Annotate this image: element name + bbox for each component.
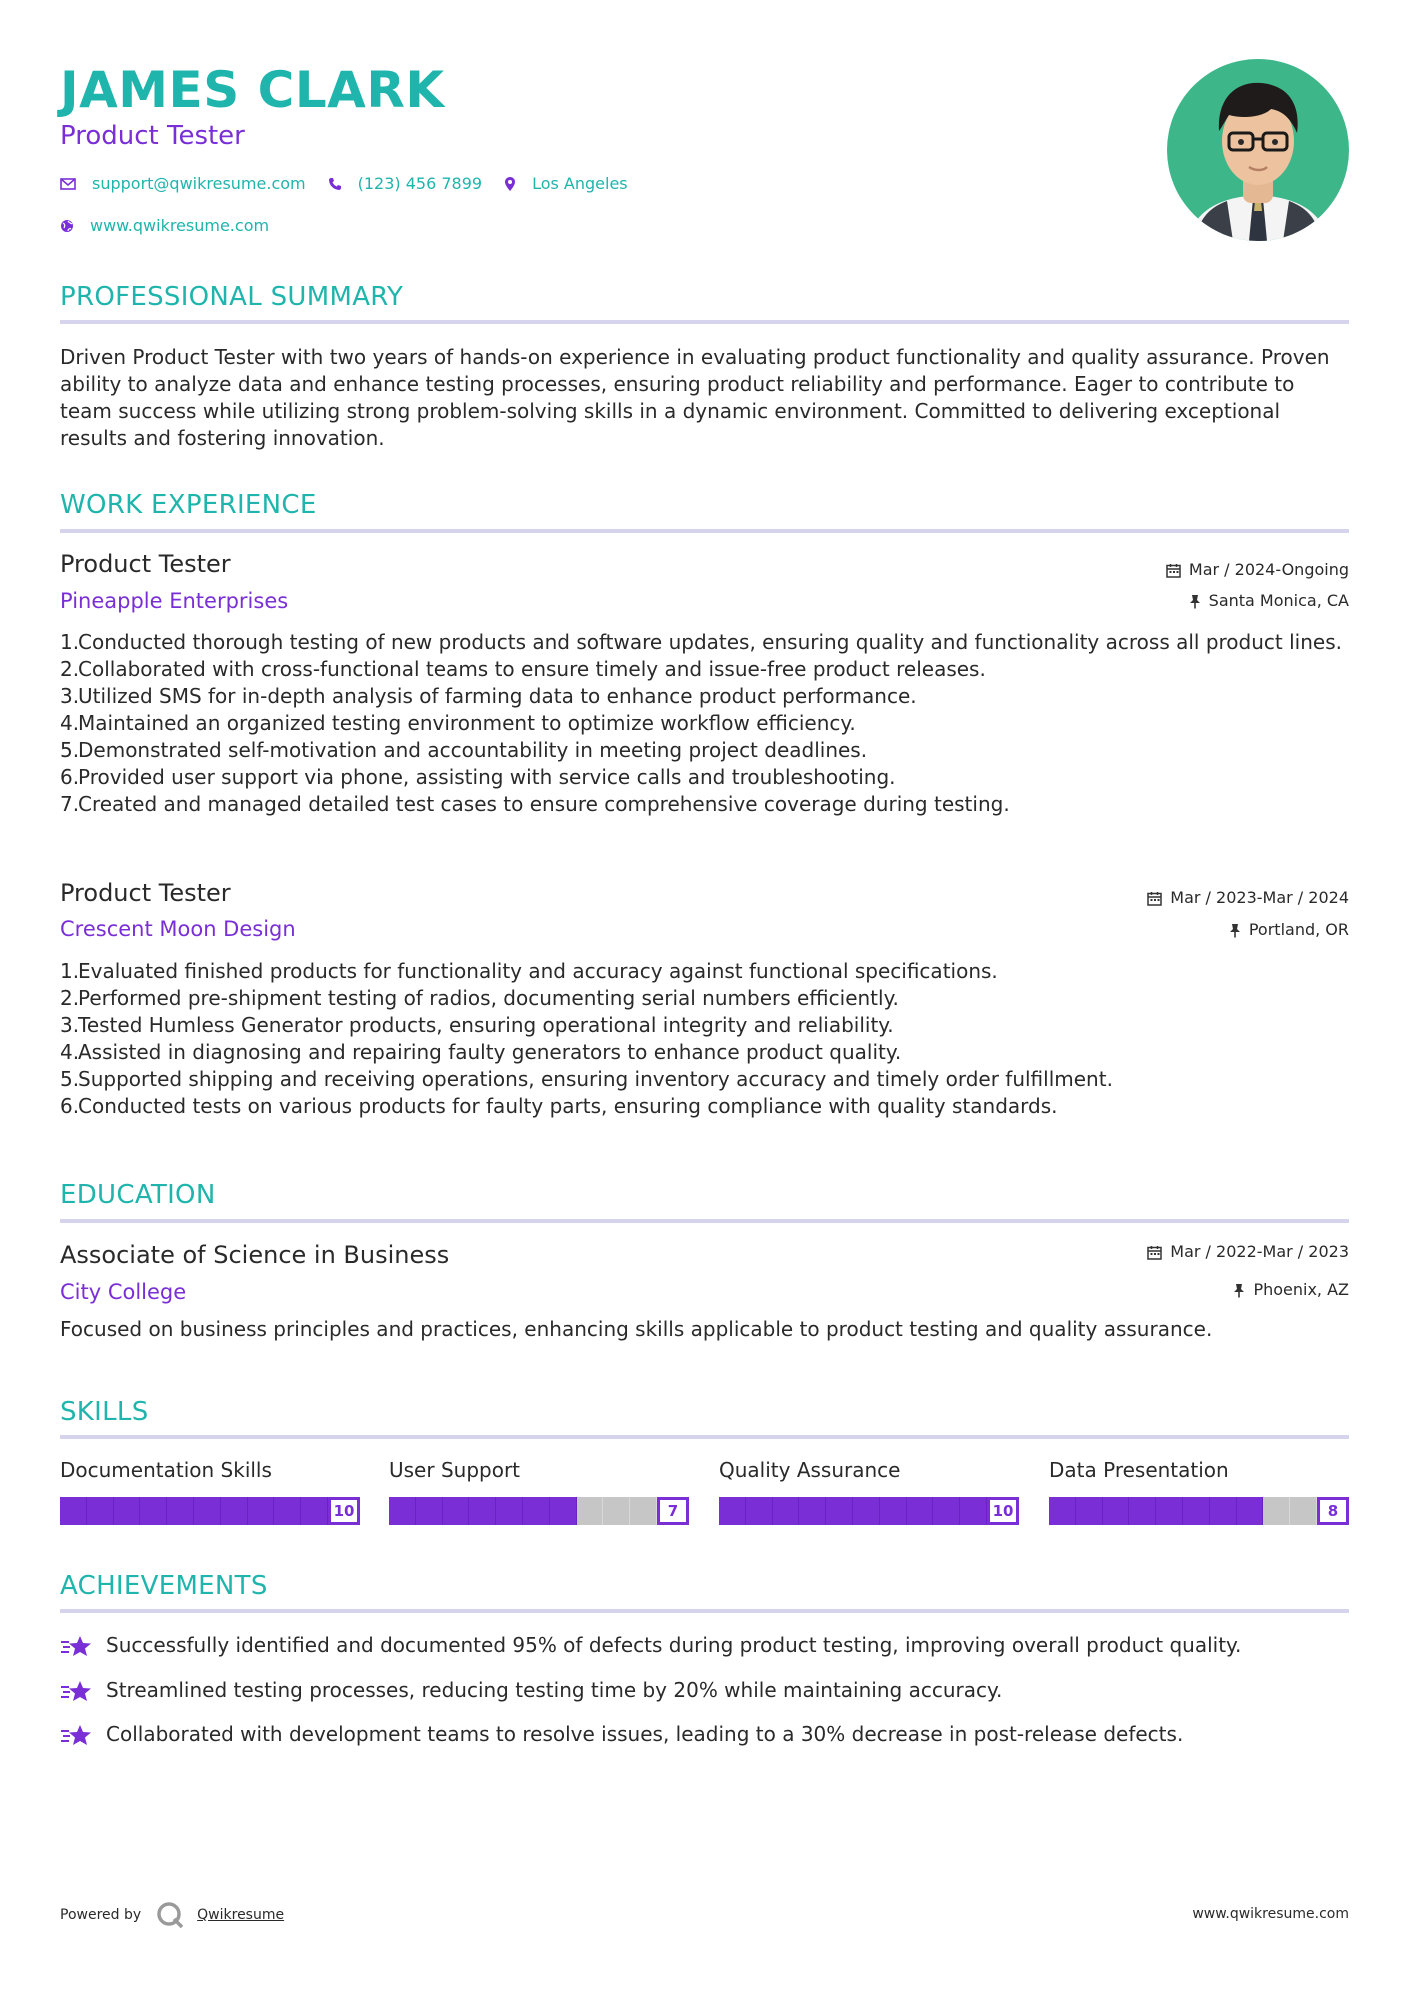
skill-bar-segments	[719, 1497, 1019, 1525]
skill-bar-segment	[1076, 1497, 1103, 1525]
achievement-item	[60, 1721, 1183, 1748]
skill-bar-segment	[167, 1497, 194, 1525]
skill-bar-segment	[799, 1497, 826, 1525]
section-title-skills: SKILLS	[60, 1397, 149, 1427]
calendar-icon	[1166, 563, 1181, 578]
job-dates	[1166, 559, 1349, 581]
education-location-text: Phoenix, AZ	[1253, 1280, 1349, 1299]
skill-name: Quality Assurance	[719, 1458, 901, 1482]
footer-powered-by	[60, 1900, 284, 1930]
skill-bar-segment	[1210, 1497, 1237, 1525]
skill-bar-segment	[221, 1497, 248, 1525]
list-item: Provided user support via phone, assisting with service calls and troubleshooting.	[78, 765, 896, 789]
list-item: Evaluated finished products for functionality and accuracy against functional specifications.	[78, 959, 998, 983]
job-dates-text: Mar / 2024-Ongoing	[1188, 560, 1349, 579]
skill-bar-segments	[1049, 1497, 1349, 1525]
achievement-text: Streamlined testing processes, reducing testing time by 20% while maintaining accuracy.	[106, 1678, 1003, 1702]
list-item: Created and managed detailed test cases to ensure comprehensive coverage during testing.	[78, 792, 1010, 816]
section-divider	[60, 1435, 1349, 1439]
skill-item	[719, 1457, 1019, 1525]
qwikresume-logo-icon	[155, 1900, 185, 1930]
list-item: Conducted thorough testing of new products and software updates, ensuring quality and functionality across all product lines.	[78, 630, 1342, 654]
skill-bar-segment	[1049, 1497, 1076, 1525]
skill-bar-segment	[746, 1497, 773, 1525]
skill-bar-segment	[1183, 1497, 1210, 1525]
list-item: Maintained an organized testing environment to optimize workflow efficiency.	[78, 711, 856, 735]
skill-bar-segment	[274, 1497, 301, 1525]
skill-bar-segment	[603, 1497, 630, 1525]
job-location-text: Portland, OR	[1248, 920, 1349, 939]
skill-bar-segment	[523, 1497, 550, 1525]
candidate-role: Product Tester	[60, 121, 245, 151]
skill-bar-segment	[389, 1497, 416, 1525]
envelope-icon	[60, 178, 76, 190]
location-text: Los Angeles	[532, 174, 628, 193]
skill-bar-segment	[933, 1497, 960, 1525]
list-item: Demonstrated self-motivation and accountability in meeting project deadlines.	[78, 738, 868, 762]
pushpin-icon	[1189, 594, 1201, 609]
list-item: Assisted in diagnosing and repairing faulty generators to enhance product quality.	[78, 1040, 902, 1064]
company-name: Pineapple Enterprises	[60, 589, 289, 613]
phone-icon	[328, 177, 342, 191]
job-location	[1229, 919, 1349, 941]
job-title: Product Tester	[60, 879, 231, 907]
skill-bar-segment	[443, 1497, 470, 1525]
skill-bar-segment	[880, 1497, 907, 1525]
skill-score: 8	[1317, 1497, 1349, 1525]
job-location	[1189, 590, 1349, 612]
skill-bar-segment	[469, 1497, 496, 1525]
brand-link[interactable]: Qwikresume	[197, 1907, 285, 1923]
skill-bar-segment	[853, 1497, 880, 1525]
school-name: City College	[60, 1280, 187, 1304]
calendar-icon	[1147, 1245, 1162, 1260]
profile-photo	[1167, 59, 1349, 241]
skill-score: 7	[657, 1497, 689, 1525]
list-item: Utilized SMS for in-depth analysis of farming data to enhance product performance.	[78, 684, 917, 708]
skill-bar	[719, 1497, 1019, 1525]
section-divider	[60, 320, 1349, 324]
section-divider	[60, 1219, 1349, 1223]
skill-name: Data Presentation	[1049, 1458, 1229, 1482]
skill-bar-segment	[1156, 1497, 1183, 1525]
skill-score: 10	[987, 1497, 1019, 1525]
skill-bar-segment	[114, 1497, 141, 1525]
job-dates-text: Mar / 2023-Mar / 2024	[1170, 888, 1349, 907]
skill-bar-segment	[577, 1497, 604, 1525]
list-item: Performed pre-shipment testing of radios, documenting serial numbers efficiently.	[78, 986, 899, 1010]
education-dates	[1147, 1241, 1349, 1263]
website-text: www.qwikresume.com	[90, 216, 270, 235]
star-icon	[60, 1634, 92, 1658]
phone-text: (123) 456 7899	[357, 174, 483, 193]
contact-phone[interactable]	[328, 173, 482, 195]
job-title: Product Tester	[60, 550, 231, 578]
skill-name: User Support	[389, 1458, 521, 1482]
skill-bar-segment	[630, 1497, 657, 1525]
job-dates	[1147, 887, 1349, 909]
footer-site[interactable]: www.qwikresume.com	[1192, 1906, 1349, 1922]
star-icon	[60, 1679, 92, 1703]
achievement-text: Successfully identified and documented 95% of defects during product testing, improving overall product quality.	[106, 1633, 1242, 1657]
contact-row	[60, 173, 650, 195]
achievement-text: Collaborated with development teams to resolve issues, leading to a 30% decrease in post-release defects.	[106, 1722, 1184, 1746]
skill-bar-segment	[1290, 1497, 1317, 1525]
section-title-achievements: ACHIEVEMENTS	[60, 1571, 268, 1601]
skill-bar-segment	[1129, 1497, 1156, 1525]
company-name: Crescent Moon Design	[60, 917, 296, 941]
skill-bar-segment	[496, 1497, 523, 1525]
degree-title: Associate of Science in Business	[60, 1241, 450, 1269]
skill-bar-segment	[1103, 1497, 1130, 1525]
section-title-education: EDUCATION	[60, 1180, 216, 1210]
skill-bar	[1049, 1497, 1349, 1525]
skill-bar-segment	[194, 1497, 221, 1525]
achievement-item	[60, 1632, 1241, 1659]
achievement-item	[60, 1677, 1002, 1704]
powered-by-text: Powered by	[60, 1907, 142, 1923]
skill-bar-segment	[907, 1497, 934, 1525]
skill-bar-segment	[416, 1497, 443, 1525]
skill-item	[1049, 1457, 1349, 1525]
contact-email[interactable]	[60, 173, 306, 195]
summary-text: Driven Product Tester with two years of hands-on experience in evaluating product functionality and quality assurance. Proven ability to analyze data and enhance testing processes, ensuring product reliability and performance. Eager to contribute to team success while utilizing strong problem-solving skills in a dynamic environment. Committed to delivering exceptional results and fostering innovation.	[60, 345, 1330, 450]
skill-bar-segment	[719, 1497, 746, 1525]
skill-bar-segment	[550, 1497, 577, 1525]
skill-name: Documentation Skills	[60, 1458, 272, 1482]
skill-bar-segment	[60, 1497, 87, 1525]
skill-bar-segment	[248, 1497, 275, 1525]
skill-bar-segments	[389, 1497, 689, 1525]
skill-bar-segment	[773, 1497, 800, 1525]
section-divider	[60, 529, 1349, 533]
section-title-experience: WORK EXPERIENCE	[60, 490, 317, 520]
skill-bar-segment	[140, 1497, 167, 1525]
list-item: Supported shipping and receiving operations, ensuring inventory accuracy and timely order fulfillment.	[78, 1067, 1113, 1091]
contact-row-2	[60, 215, 291, 237]
list-item: Conducted tests on various products for faulty parts, ensuring compliance with quality standards.	[78, 1094, 1058, 1118]
job-location-text: Santa Monica, CA	[1208, 591, 1349, 610]
skill-item	[389, 1457, 689, 1525]
skill-bar-segments	[60, 1497, 360, 1525]
skill-bar	[60, 1497, 360, 1525]
education-dates-text: Mar / 2022-Mar / 2023	[1170, 1242, 1349, 1261]
contact-location	[504, 173, 628, 195]
contact-website[interactable]	[60, 215, 269, 237]
candidate-name: JAMES CLARK	[60, 61, 445, 119]
education-description: Focused on business principles and practices, enhancing skills applicable to product testing and quality assurance.	[60, 1317, 1213, 1341]
skill-score: 10	[328, 1497, 360, 1525]
map-pin-icon	[504, 176, 516, 192]
skill-bar-segment	[1263, 1497, 1290, 1525]
list-item: Collaborated with cross-functional teams to ensure timely and issue-free product releases.	[78, 657, 986, 681]
job-bullets	[60, 958, 1350, 1120]
pushpin-icon	[1229, 923, 1241, 938]
skill-bar-segment	[301, 1497, 328, 1525]
pushpin-icon	[1233, 1283, 1245, 1298]
skill-bar-segment	[1237, 1497, 1264, 1525]
section-divider	[60, 1609, 1349, 1613]
skill-bar-segment	[87, 1497, 114, 1525]
email-text: support@qwikresume.com	[92, 174, 306, 193]
job-bullets	[60, 629, 1350, 818]
globe-icon	[60, 219, 74, 233]
skill-bar-segment	[960, 1497, 987, 1525]
skill-bar-segment	[826, 1497, 853, 1525]
education-location	[1233, 1279, 1349, 1301]
skill-bar	[389, 1497, 689, 1525]
list-item: Tested Humless Generator products, ensuring operational integrity and reliability.	[78, 1013, 894, 1037]
star-icon	[60, 1723, 92, 1747]
section-title-summary: PROFESSIONAL SUMMARY	[60, 282, 404, 312]
skill-item	[60, 1457, 360, 1525]
calendar-icon	[1147, 891, 1162, 906]
